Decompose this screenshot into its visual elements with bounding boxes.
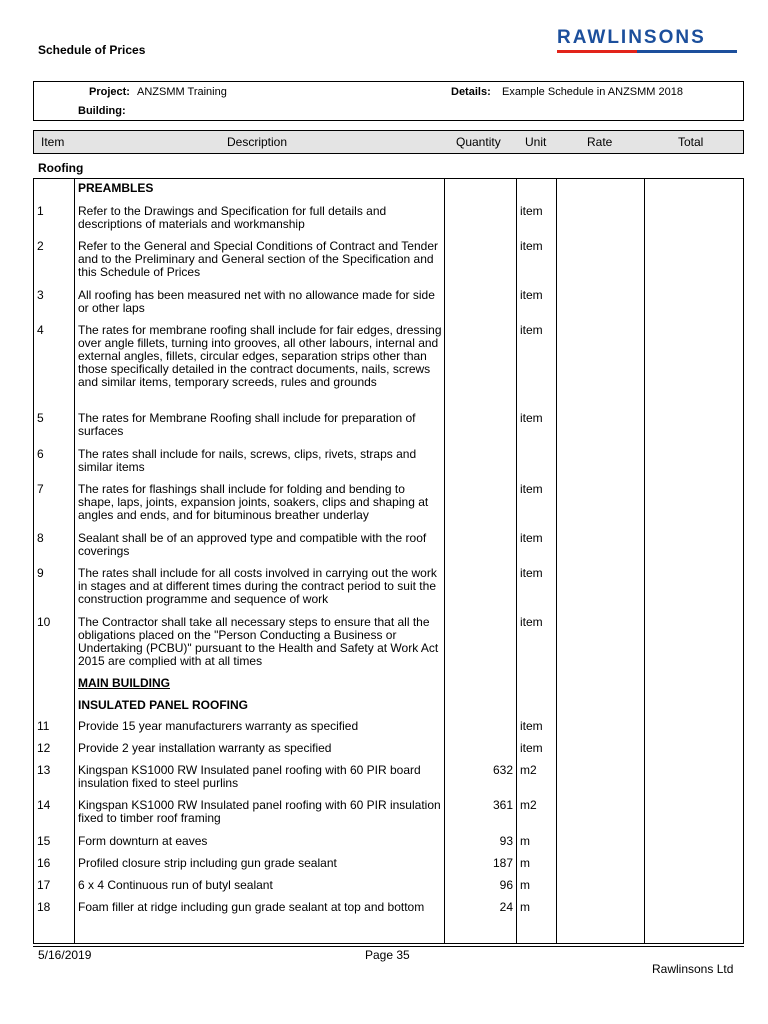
logo-underline [557, 50, 737, 53]
col-total: Total [678, 135, 704, 149]
project-value: ANZSMM Training [137, 86, 227, 98]
footer-page-number: Page 35 [365, 948, 410, 962]
building-label: Building: [78, 105, 126, 117]
footer-company: Rawlinsons Ltd [652, 962, 734, 976]
footer-date: 5/16/2019 [38, 948, 92, 962]
project-info-box [33, 81, 744, 121]
col-quantity: Quantity [456, 135, 501, 149]
details-label: Details: [451, 86, 491, 98]
heading-insulated-panel-roofing: INSULATED PANEL ROOFING [78, 698, 249, 712]
column-header-row [33, 130, 744, 154]
col-unit: Unit [525, 135, 547, 149]
project-label: Project: [89, 86, 130, 98]
table-bottom-line [33, 946, 744, 947]
page-title: Schedule of Prices [38, 43, 146, 57]
details-value: Example Schedule in ANZSMM 2018 [502, 86, 683, 98]
col-rate: Rate [587, 135, 613, 149]
rawlinsons-logo: RAWLINSONS [557, 27, 706, 48]
section-title: Roofing [38, 161, 84, 175]
col-item: Item [41, 135, 65, 149]
heading-preambles: PREAMBLES [78, 181, 154, 195]
heading-main-building: MAIN BUILDING [78, 676, 170, 690]
col-description: Description [227, 135, 288, 149]
